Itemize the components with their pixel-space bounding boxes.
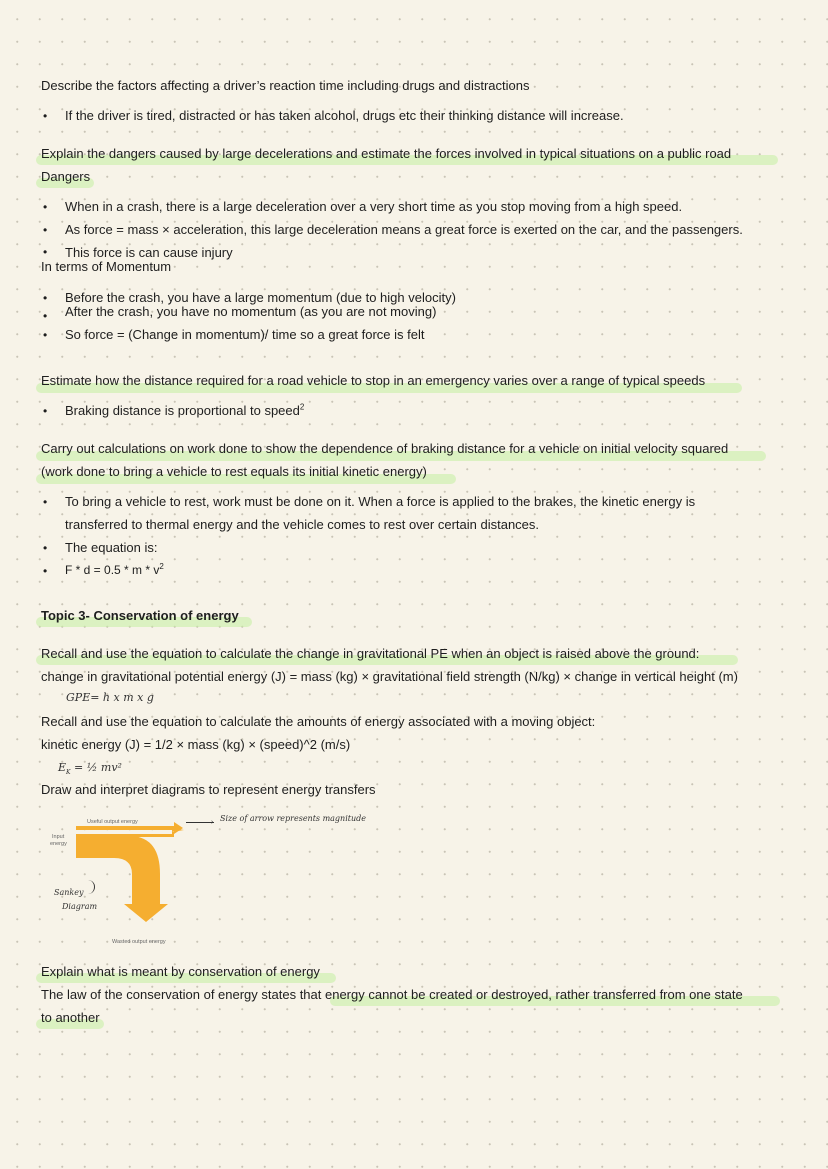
section-heading-decelerations: Explain the dangers caused by large decelerations and estimate the forces involved in typical situations on a public road bbox=[41, 146, 732, 161]
ke-equation: kinetic energy (J) = 1/2 × mass (kg) × (speed)^2 (m/s) bbox=[41, 737, 351, 752]
useful-output-arrow-shaft bbox=[76, 826, 176, 830]
equation-text: F * d = 0.5 * m * v bbox=[65, 563, 160, 577]
handwritten-gpe: GPE= h x m x g bbox=[66, 691, 154, 704]
bullet-text: When in a crash, there is a large deceleration over a very short time as you stop moving from a high speed. bbox=[65, 199, 683, 214]
handwritten-sankey-1: Sankey bbox=[54, 888, 84, 897]
handwritten-sankey-2: Diagram bbox=[62, 902, 98, 911]
gpe-equation: change in gravitational potential energy (J) = mass (kg) × gravitational field strength (N/kg) × change in vertical height (m) bbox=[41, 669, 738, 684]
label-useful-output: Useful output energy bbox=[87, 819, 138, 825]
label-wasted-output: Wasted output energy bbox=[112, 939, 166, 945]
bullet-dot: • bbox=[43, 328, 48, 342]
bullet-text-cont: transferred to thermal energy and the vehicle comes to rest over certain distances. bbox=[65, 517, 540, 532]
sankey-diagram bbox=[0, 0, 200, 120]
section-heading-reaction-time: Describe the factors affecting a driver’s reaction time including drugs and distractions bbox=[41, 78, 530, 93]
subheading-dangers: Dangers bbox=[41, 169, 91, 184]
bullet-equation bbox=[65, 562, 164, 578]
section-heading-work-done: Carry out calculations on work done to show the dependence of braking distance for a vehicle on initial velocity squared bbox=[41, 441, 729, 456]
bullet-dot: • bbox=[43, 564, 48, 578]
bullet-text bbox=[65, 403, 304, 419]
bullet-text: After the crash, you have no momentum (as you are not moving) bbox=[65, 304, 437, 319]
section-heading-diagrams: Draw and interpret diagrams to represent energy transfers bbox=[41, 782, 376, 797]
note-arrow-line bbox=[186, 822, 214, 823]
superscript: 2 bbox=[299, 402, 305, 412]
superscript: 2 bbox=[159, 562, 164, 571]
section-heading-work-done-cont: (work done to bring a vehicle to rest equals its initial kinetic energy) bbox=[41, 464, 427, 479]
bullet-dot: • bbox=[43, 541, 48, 555]
bullet-dot: • bbox=[43, 245, 48, 259]
bullet-text: This force is can cause injury bbox=[65, 245, 233, 260]
bullet-text: As force = mass × acceleration, this large deceleration means a great force is exerted on the car, and the passengers. bbox=[65, 222, 743, 237]
label-input-2: energy bbox=[50, 841, 67, 847]
bullet-dot: • bbox=[43, 109, 48, 123]
handwritten-ke bbox=[58, 760, 122, 781]
bullet-text: If the driver is tired, distracted or has taken alcohol, drugs etc their thinking distance will increase. bbox=[65, 108, 624, 123]
bullet-dot: • bbox=[43, 495, 48, 509]
note-arrowhead: › bbox=[211, 819, 214, 826]
topic-title: Topic 3- Conservation of energy bbox=[41, 608, 239, 623]
bullet-text: The equation is: bbox=[65, 540, 158, 555]
bullet-text: Before the crash, you have a large momentum (due to high velocity) bbox=[65, 290, 456, 305]
bullet-text: To bring a vehicle to rest, work must be done on it. When a force is applied to the brakes, the kinetic energy is bbox=[65, 494, 696, 509]
conservation-text-1: The law of the conservation of energy states that energy cannot be created or destroyed, rather transferred from one state bbox=[41, 987, 743, 1002]
section-heading-conservation: Explain what is meant by conservation of energy bbox=[41, 964, 320, 979]
bullet-text-main: Braking distance is proportional to speed bbox=[65, 403, 300, 418]
section-heading-gpe: Recall and use the equation to calculate the change in gravitational PE when an object is raised above the ground: bbox=[41, 646, 700, 661]
subheading-momentum: In terms of Momentum bbox=[41, 259, 172, 274]
handwritten-note: Size of arrow represents magnitude bbox=[220, 814, 366, 823]
bullet-dot: • bbox=[43, 291, 48, 305]
hand-sub: K bbox=[66, 769, 71, 777]
label-input-1: Input bbox=[52, 834, 65, 840]
bullet-dot: • bbox=[43, 404, 48, 418]
hand-e: E bbox=[58, 761, 67, 774]
bullet-text: So force = (Change in momentum)/ time so a great force is felt bbox=[65, 327, 425, 342]
section-heading-ke: Recall and use the equation to calculate the amounts of energy associated with a moving object: bbox=[41, 714, 596, 729]
hand-eq: = ½ mv² bbox=[74, 761, 122, 774]
useful-output-arrowhead bbox=[174, 822, 183, 834]
bullet-dot: • bbox=[43, 200, 48, 214]
conservation-text-2: to another bbox=[41, 1010, 100, 1025]
bullet-dot: • bbox=[43, 223, 48, 237]
bullet-dot: • bbox=[43, 309, 48, 323]
section-heading-stopping-distance: Estimate how the distance required for a road vehicle to stop in an emergency varies over a range of typical speeds bbox=[41, 373, 706, 388]
